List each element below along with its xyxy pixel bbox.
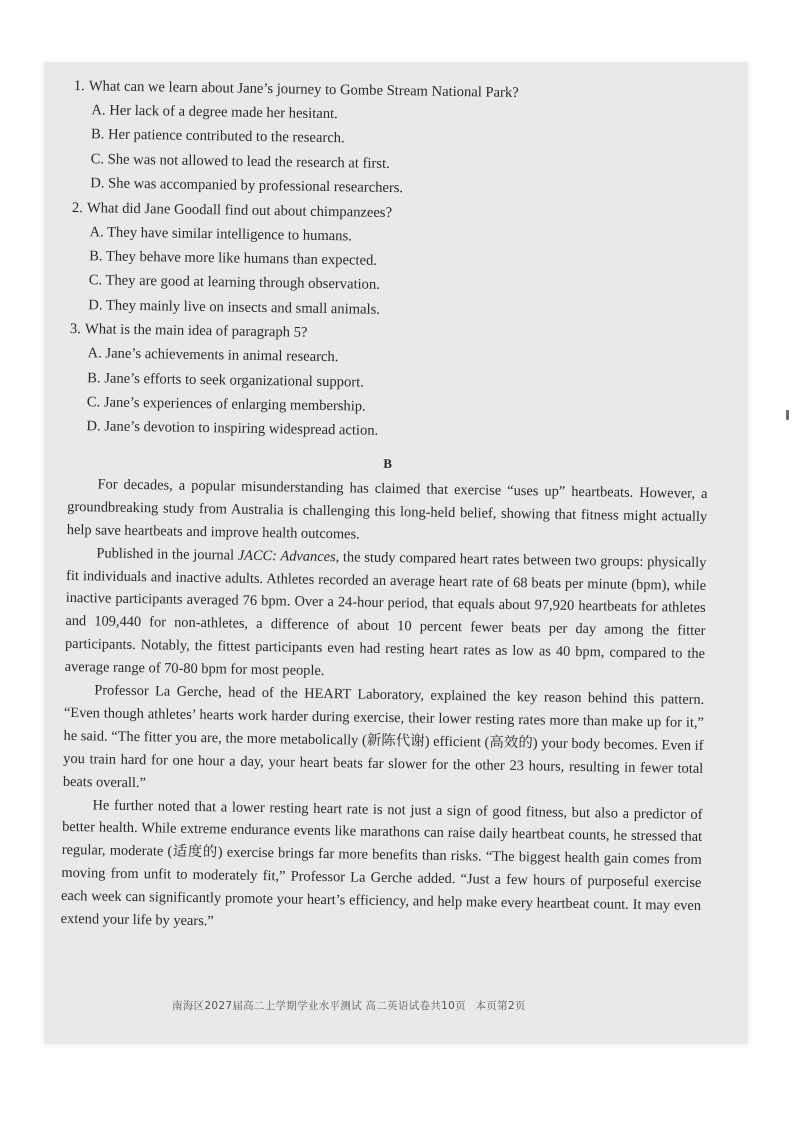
paragraph-text: , the study compared heart rates between two groups: physically fit individuals and inactive adults. Athletes recorded an average heart rate of 68 beats per minute (bpm), while inactive participants averaged 76 bpm. Over a 24-hour period, that equals about 97,920 heartbeats for athletes and 109,440 for non-athletes, a difference of about 10 percent fewer beats per day among the fitter participants. Notably, the fittest participants even had resting heart rates as low as 40 bpm, compared to the average range of 70-80 bpm for most people. — [64, 548, 707, 680]
page-footer — [172, 998, 532, 1013]
option-a: A. They have similar intelligence to humans. — [89, 223, 352, 245]
passage-paragraph-2 — [64, 542, 706, 689]
question-number: 2. — [71, 199, 83, 216]
question-2 — [70, 196, 712, 328]
passage-paragraph-4: He further noted that a lower resting heart rate is not just a sign of good fitness, but also a predictor of better health. While extreme endurance events like marathons can raise daily heartbeat counts, he stressed that regular, moderate (适度的) exercise brings far more benefits than risks. “The biggest health gain comes from moving from unfit to moderately fit,” Professor La Gerche added. “Just a few hours of purposeful exercise each week can significantly promote your heart’s efficiency, and help make every heartbeat count. It may even extend your life by years.” — [60, 796, 703, 930]
option-b: B. They behave more like humans than expected. — [89, 248, 378, 269]
question-text: What can we learn about Jane’s journey to Gombe Stream National Park? — [88, 78, 519, 101]
passage-paragraph-3: Professor La Gerche, head of the HEART Laboratory, explained the key reason behind this pattern. “Even though athletes’ hearts work harder during exercise, their lower resting rates more than make up for it,” he said. “The fitter you are, the more metabolically (新陈代谢) efficient (高效的) your body becomes. Even if you train hard for one hour a day, your heart beats far slower for the other 23 hours, resulting in fewer total beats overall.” — [62, 682, 705, 791]
footer-page-info: 本页第2页 — [475, 1000, 526, 1012]
option-b: B. Jane’s efforts to seek organizational support. — [87, 369, 365, 391]
journal-name: JACC: Advances — [237, 547, 336, 565]
option-d: D. Jane’s devotion to inspiring widespread action. — [86, 418, 379, 440]
question-text: What did Jane Goodall find out about chimpanzees? — [86, 199, 393, 221]
option-a: A. Jane’s achievements in animal research. — [87, 345, 339, 366]
question-3 — [68, 317, 710, 449]
option-c: C. She was not allowed to lead the research at first. — [90, 151, 390, 172]
paragraph-text: Published in the journal — [96, 545, 238, 564]
option-d: D. She was accompanied by professional researchers. — [90, 175, 404, 197]
question-1 — [72, 74, 714, 206]
exam-content — [61, 74, 714, 941]
option-c: C. They are good at learning through observation. — [88, 272, 380, 294]
footer-exam-info: 南海区2027届高二上学期学业水平测试 高二英语试卷共10页 — [172, 1000, 466, 1012]
question-text: What is the main idea of paragraph 5? — [84, 321, 308, 341]
option-b: B. Her patience contributed to the research. — [90, 126, 345, 147]
section-label: B — [383, 455, 393, 471]
margin-mark — [786, 410, 789, 420]
question-number: 1. — [73, 77, 85, 95]
option-c: C. Jane’s experiences of enlarging membership. — [86, 394, 366, 415]
question-number: 3. — [69, 321, 82, 338]
option-a: A. Her lack of a degree made her hesitant. — [91, 102, 338, 123]
passage-paragraph-1: For decades, a popular misunderstanding has claimed that exercise “uses up” heartbeats. However, a groundbreaking study from Australia is challenging this long-held belief, showing that fitness might actually help save heartbeats and improve health outcomes. — [66, 476, 708, 543]
option-d: D. They mainly live on insects and small animals. — [88, 297, 381, 318]
